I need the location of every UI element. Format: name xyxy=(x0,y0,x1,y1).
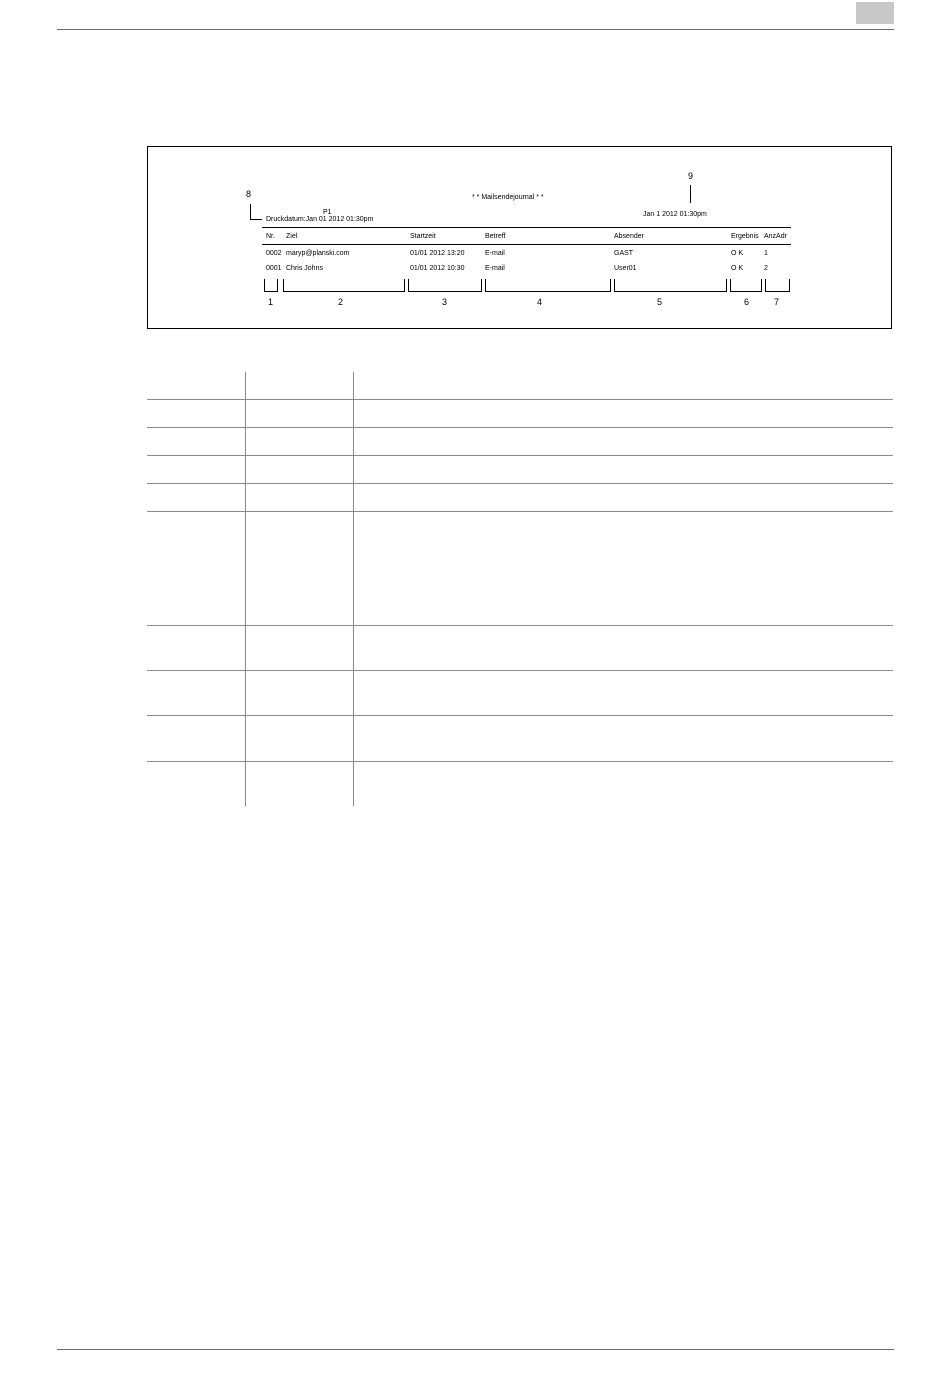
row-2-ziel: Chris Johns xyxy=(286,265,323,272)
col-header-betreff: Betreff xyxy=(485,233,506,240)
bracket-2 xyxy=(283,279,405,292)
row-2-absender: User01 xyxy=(614,265,637,272)
col-header-ziel: Ziel xyxy=(286,233,298,240)
row-1-betreff: E-mail xyxy=(485,250,505,257)
col-header-absender: Absender xyxy=(614,233,644,240)
row-2-ergebnis: O K xyxy=(731,265,744,272)
description-table-row-divider xyxy=(147,670,893,671)
footer-rule xyxy=(57,1349,894,1350)
bracket-4 xyxy=(485,279,611,292)
row-2-anzadr: 2 xyxy=(764,265,768,272)
callout-2: 2 xyxy=(338,297,344,307)
callout-8-line-vertical xyxy=(250,204,251,219)
col-header-anzadr: AnzAdr xyxy=(764,233,787,240)
description-table-column-divider xyxy=(353,372,354,806)
bracket-6 xyxy=(730,279,762,292)
row-2-nr: 0001 xyxy=(266,265,282,272)
report-date-right: Jan 1 2012 01:30pm xyxy=(643,211,707,218)
row-1-absender: GAST xyxy=(614,250,634,257)
description-table-column-divider xyxy=(245,372,246,806)
description-table-row-divider xyxy=(147,761,893,762)
description-table-row-divider xyxy=(147,625,893,626)
bracket-7 xyxy=(765,279,790,292)
callout-9-line xyxy=(690,185,691,203)
callout-5: 5 xyxy=(657,297,663,307)
description-table-row-divider xyxy=(147,715,893,716)
row-1-nr: 0002 xyxy=(266,250,282,257)
col-header-startzeit: Startzeit xyxy=(410,233,436,240)
callout-1: 1 xyxy=(268,297,274,307)
header-rule xyxy=(57,29,894,30)
callout-4: 4 xyxy=(537,297,543,307)
row-2-betreff: E-mail xyxy=(485,265,505,272)
description-table-row-divider xyxy=(147,399,893,400)
page-tab-marker xyxy=(856,2,894,24)
row-2-startzeit: 01/01 2012 10:30 xyxy=(410,265,465,272)
row-1-startzeit: 01/01 2012 13:20 xyxy=(410,250,465,257)
description-table-row-divider xyxy=(147,511,893,512)
callout-8-line-horizontal xyxy=(250,219,262,220)
callout-9: 9 xyxy=(688,171,694,181)
bracket-3 xyxy=(408,279,482,292)
report-title: * * Mailsendejournal * * xyxy=(472,194,544,201)
callout-8: 8 xyxy=(246,189,252,199)
row-1-anzadr: 1 xyxy=(764,250,768,257)
callout-7: 7 xyxy=(774,297,780,307)
bracket-1 xyxy=(264,279,278,292)
report-rule-header xyxy=(262,244,791,245)
report-rule-top xyxy=(262,227,791,228)
report-print-date: Druckdatum:Jan 01 2012 01:30pm xyxy=(266,216,374,223)
description-table-row-divider xyxy=(147,483,893,484)
callout-6: 6 xyxy=(744,297,750,307)
col-header-ergebnis: Ergebnis xyxy=(731,233,759,240)
row-1-ergebnis: O K xyxy=(731,250,744,257)
bracket-5 xyxy=(614,279,727,292)
col-header-nr: Nr. xyxy=(266,233,275,240)
report-page-number: P1 xyxy=(323,209,332,216)
callout-3: 3 xyxy=(442,297,448,307)
row-1-ziel: maryp@planski.com xyxy=(286,250,350,257)
description-table-row-divider xyxy=(147,427,893,428)
description-table-row-divider xyxy=(147,455,893,456)
